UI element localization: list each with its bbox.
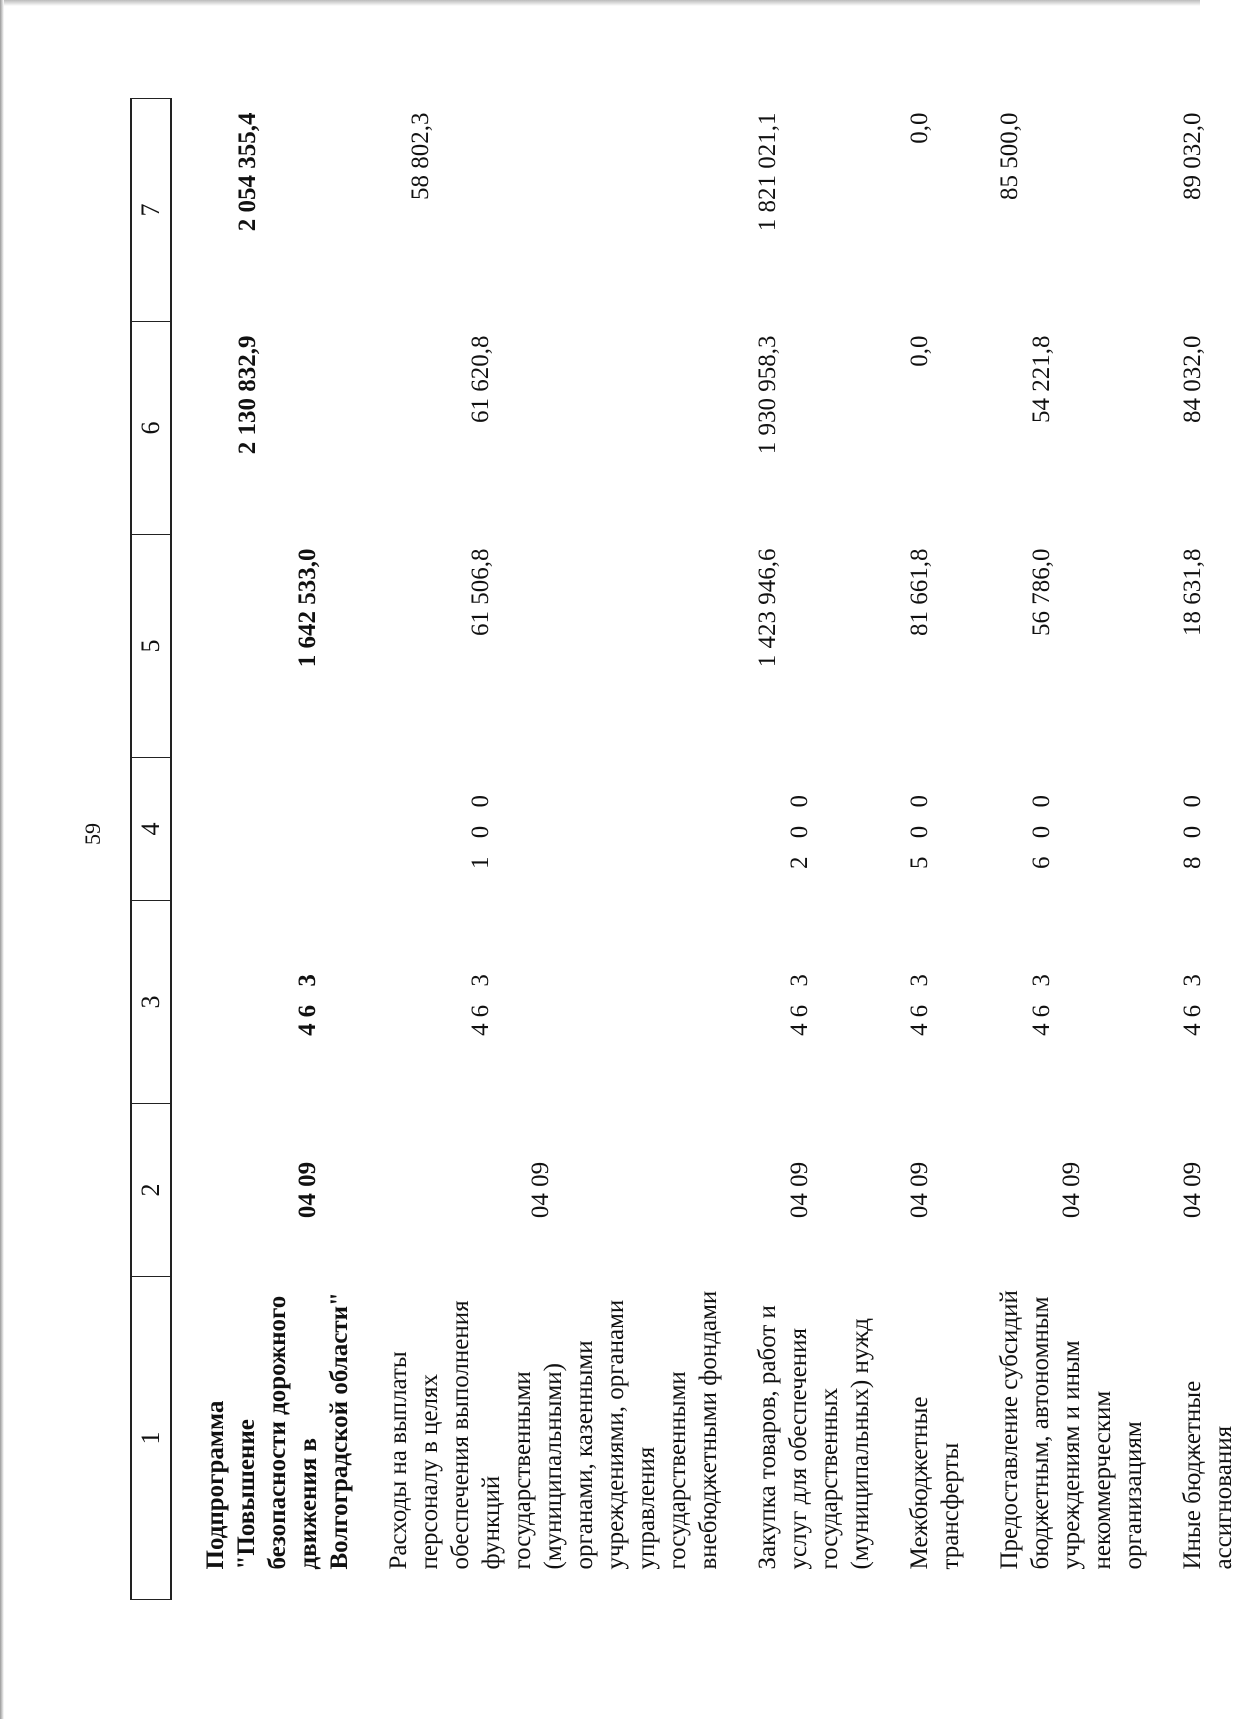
table-row-subprogram	[171, 99, 355, 1600]
row-value-5: 56 786,0	[1028, 548, 1055, 636]
table-row	[876, 99, 966, 1600]
row-value-5: 1 423 946,6	[754, 548, 781, 668]
header-col-2: 2	[131, 1104, 171, 1277]
row-value-7: 85 500,0	[996, 112, 1023, 200]
header-col-4: 4	[131, 758, 171, 901]
row-value-7: 89 032,0	[1179, 112, 1206, 200]
row-value-7: 0,0	[906, 112, 933, 144]
header-col-3: 3	[131, 901, 171, 1104]
row-section: 04 09	[786, 1161, 813, 1219]
page-number: 59	[80, 823, 105, 845]
row-name: Межбюджетные трансферты	[906, 1396, 964, 1570]
table-row	[1149, 99, 1239, 1600]
row-value-6: 2 130 832,9	[234, 335, 261, 455]
row-section: 04 09	[527, 1161, 554, 1219]
scan-edge-top	[0, 0, 1200, 6]
row-section: 04 09	[1179, 1161, 1206, 1219]
row-section: 04 09	[1058, 1161, 1085, 1219]
header-col-6: 6	[131, 322, 171, 535]
row-type: 5 0 0	[906, 789, 933, 869]
row-value-6: 84 032,0	[1179, 335, 1206, 423]
row-code: 46 3	[294, 968, 321, 1036]
row-code: 46 3	[906, 968, 933, 1036]
header-col-7: 7	[131, 99, 171, 322]
row-code: 46 3	[467, 968, 494, 1036]
table-row	[966, 99, 1149, 1600]
row-value-5: 1 642 533,0	[294, 548, 321, 668]
row-value-6: 61 620,8	[467, 335, 494, 423]
row-value-6: 54 221,8	[1028, 335, 1055, 423]
row-code: 46 3	[786, 968, 813, 1036]
row-value-7: 1 821 021,1	[754, 112, 781, 232]
budget-table	[130, 98, 1239, 1600]
row-value-5: 61 506,8	[467, 548, 494, 636]
table-row	[355, 99, 724, 1600]
row-code: 46 3	[1179, 968, 1206, 1036]
row-name: Предоставление субсидий бюджетным, автономным учреждениям и иным некоммерческим организациям	[996, 1290, 1147, 1570]
row-type: 2 0 0	[786, 789, 813, 869]
row-value-6: 1 930 958,3	[754, 335, 781, 455]
row-name: Закупка товаров, работ и услуг для обеспечения государственных (муниципальных) нужд	[754, 1305, 874, 1570]
row-type	[171, 758, 355, 901]
row-name: Расходы на выплаты персоналу в целях обеспечения выполнения функций государственными (муниципальными) органами, казенными учреждениями, органами управления государственными внебюджетными фондами	[385, 1290, 722, 1570]
budget-table-container	[130, 112, 1237, 1600]
row-value-5: 81 661,8	[906, 548, 933, 636]
table-row	[724, 99, 876, 1600]
row-value-7: 58 802,3	[407, 112, 434, 200]
row-type: 6 0 0	[1028, 789, 1055, 869]
row-value-5: 18 631,8	[1179, 548, 1206, 636]
row-code: 46 3	[1028, 968, 1055, 1036]
header-col-1: 1	[131, 1277, 171, 1600]
row-type: 8 0 0	[1179, 789, 1206, 869]
scan-edge-left	[0, 0, 4, 1719]
header-row	[131, 99, 171, 1600]
row-value-7: 2 054 355,4	[234, 112, 261, 232]
row-name: Иные бюджетные ассигнования	[1179, 1380, 1237, 1570]
row-section: 04 09	[294, 1161, 321, 1219]
row-section: 04 09	[906, 1161, 933, 1219]
row-value-6: 0,0	[906, 335, 933, 367]
header-col-5: 5	[131, 535, 171, 758]
row-name: Подпрограмма "Повышение безопасности дорожного движения в Волгоградской области"	[202, 1292, 353, 1570]
row-type: 1 0 0	[467, 789, 494, 869]
